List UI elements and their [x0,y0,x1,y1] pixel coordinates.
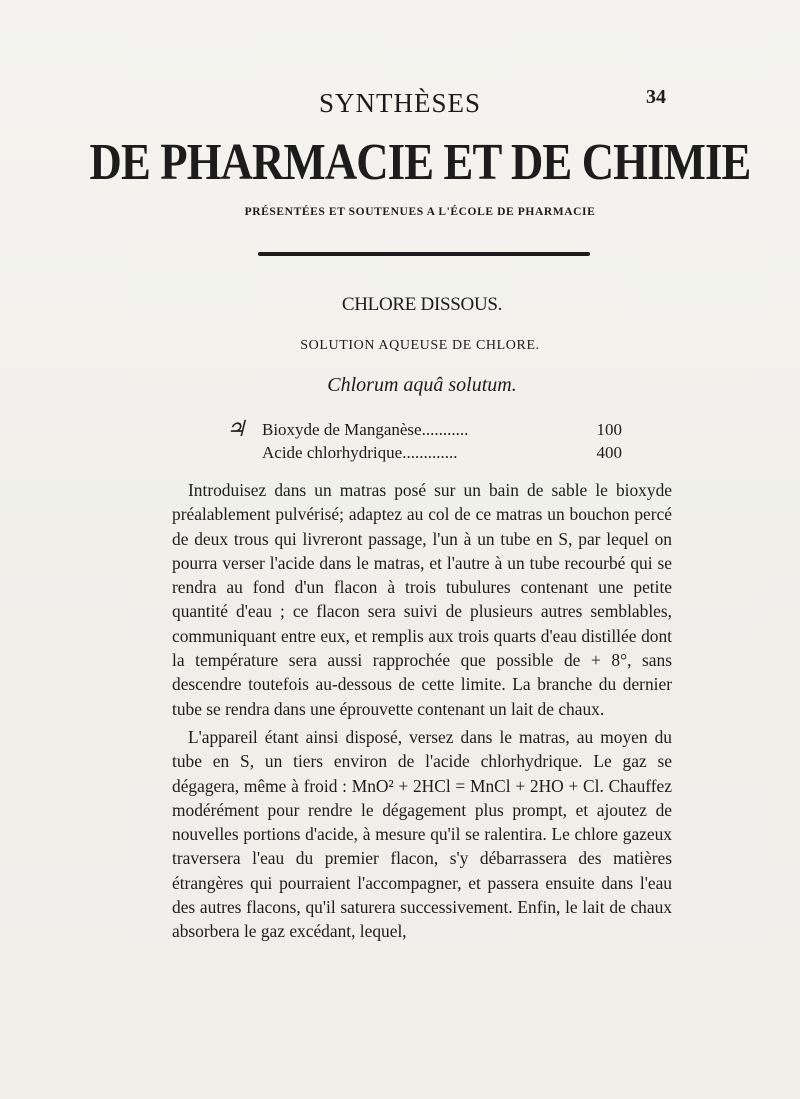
recipe-symbol-icon: ♃ [226,416,246,441]
formula-row [262,443,622,465]
section-title: CHLORE DISSOUS. [341,294,503,315]
ingredient-quantity: 100 [596,420,622,439]
title-line-2: DE PHARMACIE ET DE CHIMIE [89,134,751,191]
header-divider [258,252,590,256]
ingredient-name: Acide chlorhydrique............. [262,443,458,462]
formula-row [262,420,622,442]
ingredient-name: Bioxyde de Manganèse........... [262,420,469,439]
page-number: 34 [646,86,666,108]
paragraph: Introduisez dans un matras posé sur un bain de sable le bioxyde préalablement pulvérisé; adaptez au col de ce matras un bouchon percé de deux trous qui livreront passage, l'un à un tube en S, par lequel on pourra verser l'acide dans le matras, et l'autre à un tube recourbé qui se rendra au fond d'un flacon à trois tubulures contenant une petite quantité d'eau ; ce flacon sera suivi de plusieurs autres semblables, communiquant entre eux, et remplis aux trois quarts d'eau distillée dont la température sera aussi rapprochée que possible de + 8°, sans descendre toutefois au-dessous de cette limite. La branche du dernier tube se rendra dans une éprouvette contenant un lait de chaux. [172,480,672,719]
section-subtitle: SOLUTION AQUEUSE DE CHLORE. [300,338,540,353]
title-line-1: SYNTHÈSES [318,88,482,118]
ingredient-quantity: 400 [596,443,622,462]
title-subtitle: PRÉSENTÉES ET SOUTENUES A L'ÉCOLE DE PHARMACIE [244,206,596,218]
body-text [172,478,672,944]
latin-name: Chlorum aquâ solutum. [327,374,517,396]
paragraph: L'appareil étant ainsi disposé, versez dans le matras, au moyen du tube en S, un tiers environ de l'acide chlorhydrique. Le gaz se dégagera, même à froid : MnO² + 2HCl = MnCl + 2HO + Cl. Chauffez modérément pour rendre le dégagement plus prompt, et ajoutez de nouvelles portions d'acide, à mesure qu'il se ralentira. Le chlore gazeux traversera l'eau du premier flacon, s'y débarrassera des matières étrangères qui pourraient l'accompagner, et passera ensuite dans l'eau des autres flacons, qu'il saturera successivement. Enfin, le lait de chaux absorbera le gaz excédant, lequel, [172,726,672,942]
